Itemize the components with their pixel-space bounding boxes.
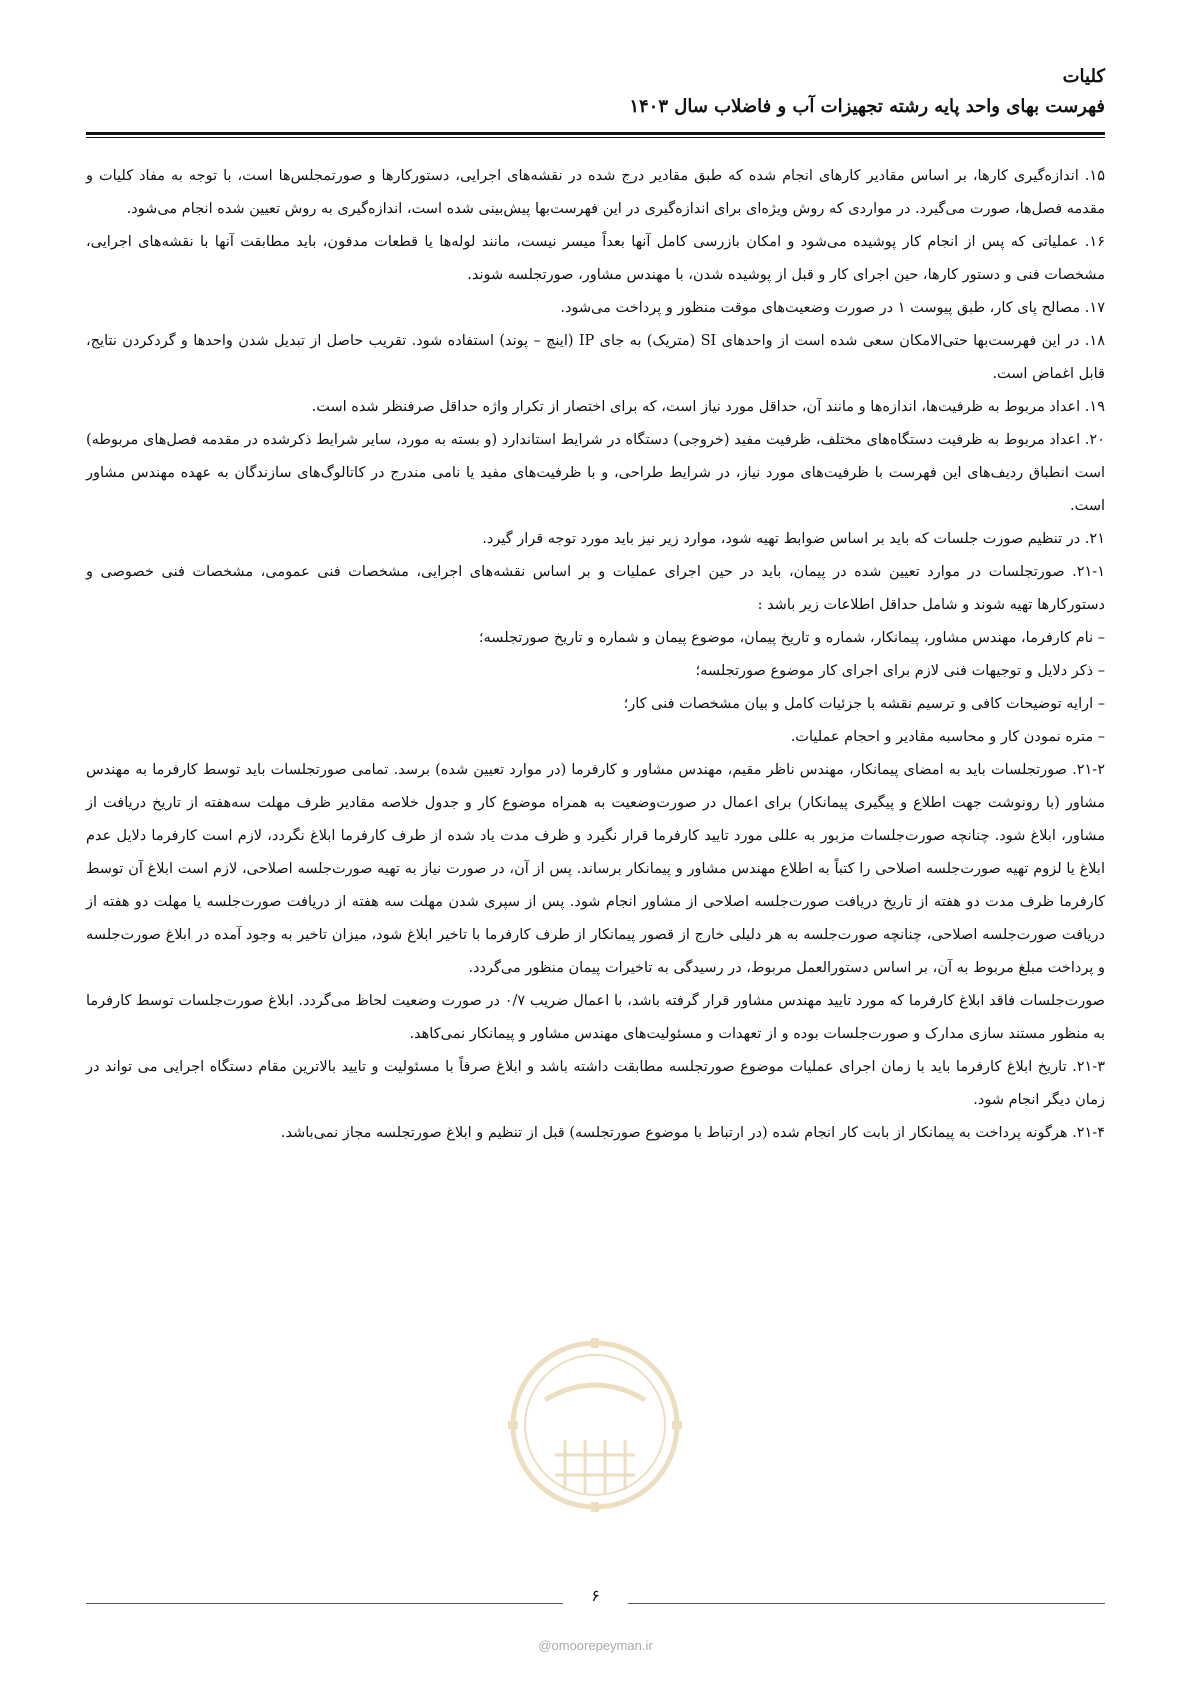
section-title: کلیات [1062, 66, 1105, 87]
document-title: فهرست بهای واحد پایه رشته تجهیزات آب و فاضلاب سال ۱۴۰۳ [629, 96, 1105, 117]
page-number: ۶ [591, 1586, 600, 1605]
paragraph-19: ۱۹. اعداد مربوط به ظرفیت‌ها، اندازه‌ها و مانند آن، حداقل مورد نیاز است، که برای اختصار از تکرار واژه حداقل صرفنظر شده است. [311, 399, 1105, 415]
body-text [86, 160, 1105, 1150]
paragraph-21: ۲۱. در تنظیم صورت جلسات که باید بر اساس ضوابط تهیه شود، موارد زیر نیز باید مورد توجه قرار گیرد. [482, 531, 1105, 547]
paragraph-15: ۱۵. اندازه‌گیری کارها، بر اساس مقادیر کارهای انجام شده که طبق مقادیر درج شده در نقشه‌های اجرایی، دستورکارها و صورتمجلس‌ها است، با توجه به مفاد کلیات و مقدمه فصل‌ها، صورت می‌گیرد. در مواردی که روش ویژه‌ای برای اندازه‌گیری در این فهرست‌بها پیش‌بینی شده است، اندازه‌گیری به روش تعیین شده انجام می‌شود. [86, 168, 1105, 217]
paragraph-21-1: ۲۱-۱. صورتجلسات در موارد تعیین شده در پیمان، باید در حین اجرای عملیات و بر اساس نقشه‌های اجرایی، مشخصات فنی عمومی، مشخصات فنی خصوصی و دستورکارها تهیه شوند و شامل حداقل اطلاعات زیر باشد : [86, 564, 1105, 613]
paragraph-21-4: ۲۱-۴. هرگونه پرداخت به پیمانکار از بابت کار انجام شده (در ارتباط با موضوع صورتجلسه) قبل از تنظیم و ابلاغ صورتجلسه مجاز نمی‌باشد. [280, 1125, 1105, 1141]
paragraph-18: ۱۸. در این فهرست‌بها حتی‌الامکان سعی شده است از واحدهای SI (متریک) به جای IP (اینچ – پوند) استفاده شود. تقریب حاصل از تبدیل شدن واحدها و گردکردن نتایج، قابل اغماض است. [86, 333, 1105, 382]
paragraph-20: ۲۰. اعداد مربوط به ظرفیت دستگاه‌های مختلف، ظرفیت مفید (خروجی) دستگاه در شرایط استاندارد (و بسته به مورد، سایر شرایط ذکرشده در مقدمه فصل‌های مربوطه) است انطباق ردیف‌های این فهرست با ظرفیت‌های مورد نیاز، در شرایط طراحی، و با ظرفیت‌های مفید یا نامی مندرج در کاتالوگ‌های سازندگان به عهده مهندس مشاور است. [86, 432, 1105, 514]
watermark-logo-icon [505, 1330, 685, 1530]
list-item: – نام کارفرما، مهندس مشاور، پیمانکار، شماره و تاریخ پیمان، موضوع پیمان و شماره و تاریخ صورتجلسه؛ [478, 630, 1105, 646]
list-item: – ارایه توضیحات کافی و ترسیم نقشه با جزئیات کامل و بیان مشخصات فنی کار؛ [623, 696, 1105, 712]
page-header [86, 62, 1105, 122]
paragraph-unnotified-minutes: صورت‌جلسات فاقد ابلاغ کارفرما که مورد تایید مهندس مشاور قرار گرفته باشد، با اعمال ضریب ۰/۷ در صورت وضعیت لحاظ می‌گردد. ابلاغ صورت‌جلسات توسط کارفرما به منظور مستند سازی مدارک و صورت‌جلسات بوده و از تعهدات و مسئولیت‌های مهندس مشاور و پیمانکار نمی‌کاهد. [86, 993, 1105, 1042]
paragraph-21-2: ۲۱-۲. صورتجلسات باید به امضای پیمانکار، مهندس ناظر مقیم، مهندس مشاور و کارفرما (در موارد تعیین شده) برسد. تمامی صورتجلسات باید توسط کارفرما به مهندس مشاور (با رونوشت جهت اطلاع و پیگیری پیمانکار) برای اعمال در صورت‌وضعیت به همراه موضوع کار و جدول خلاصه مقادیر ظرف مهلت سه‌هفته از تاریخ دریافت از مشاور، ابلاغ شود. چنانچه صورت‌جلسات مزبور به عللی مورد تایید کارفرما قرار نگیرد و ظرف مدت یاد شده از طرف کارفرما ابلاغ نگردد، لازم است کارفرما دلایل عدم ابلاغ یا لزوم تهیه صورت‌جلسه اصلاحی را کتباً به اطلاع مهندس مشاور و پیمانکار برساند. پس از آن، در صورت نیاز به تهیه صورت‌جلسه اصلاحی، لازم است ابلاغ آن توسط کارفرما ظرف مدت دو هفته از تاریخ دریافت صورت‌جلسه اصلاحی از مشاور انجام شود. پس از سپری شدن مهلت سه هفته از دریافت صورت‌جلسه یا مهلت دو هفته از دریافت صورت‌جلسه اصلاحی، چنانچه صورت‌جلسه به هر دلیلی خارج از قصور پیمانکار از طرف کارفرما با تاخیر ابلاغ شود، میزان تاخیر به وجود آمده در ابلاغ صورت‌جلسه و پرداخت مبلغ مربوط به آن، بر اساس دستورالعمل مربوط، در رسیدگی به تاخیرات پیمان منظور می‌گردد. [86, 762, 1105, 976]
paragraph-16: ۱۶. عملیاتی که پس از انجام کار پوشیده می‌شود و امکان بازرسی کامل آنها بعداً میسر نیست، مانند لوله‌ها یا قطعات مدفون، باید مطابقت آنها با نقشه‌های اجرایی، مشخصات فنی و دستور کارها، حین اجرای کار و قبل از پوشیده شدن، با مهندس مشاور، صورتجلسه شوند. [86, 234, 1105, 283]
paragraph-17: ۱۷. مصالح پای کار، طبق پیوست ۱ در صورت وضعیت‌های موقت منظور و پرداخت می‌شود. [560, 300, 1105, 316]
header-rule-thick [86, 132, 1105, 135]
website-watermark: @omoorepeyman.ir [538, 1638, 653, 1653]
header-rule-thin [86, 137, 1105, 138]
list-item: – متره نمودن کار و محاسبه مقادیر و احجام عملیات. [790, 729, 1105, 745]
list-item: – ذکر دلایل و توجیهات فنی لازم برای اجرای کار موضوع صورتجلسه؛ [695, 663, 1105, 679]
paragraph-21-3: ۲۱-۳. تاریخ ابلاغ کارفرما باید با زمان اجرای عملیات موضوع صورتجلسه مطابقت داشته باشد و ابلاغ صرفاً با مسئولیت و تایید بالاترین مقام دستگاه اجرایی می تواند در زمان دیگر انجام شود. [86, 1059, 1105, 1108]
